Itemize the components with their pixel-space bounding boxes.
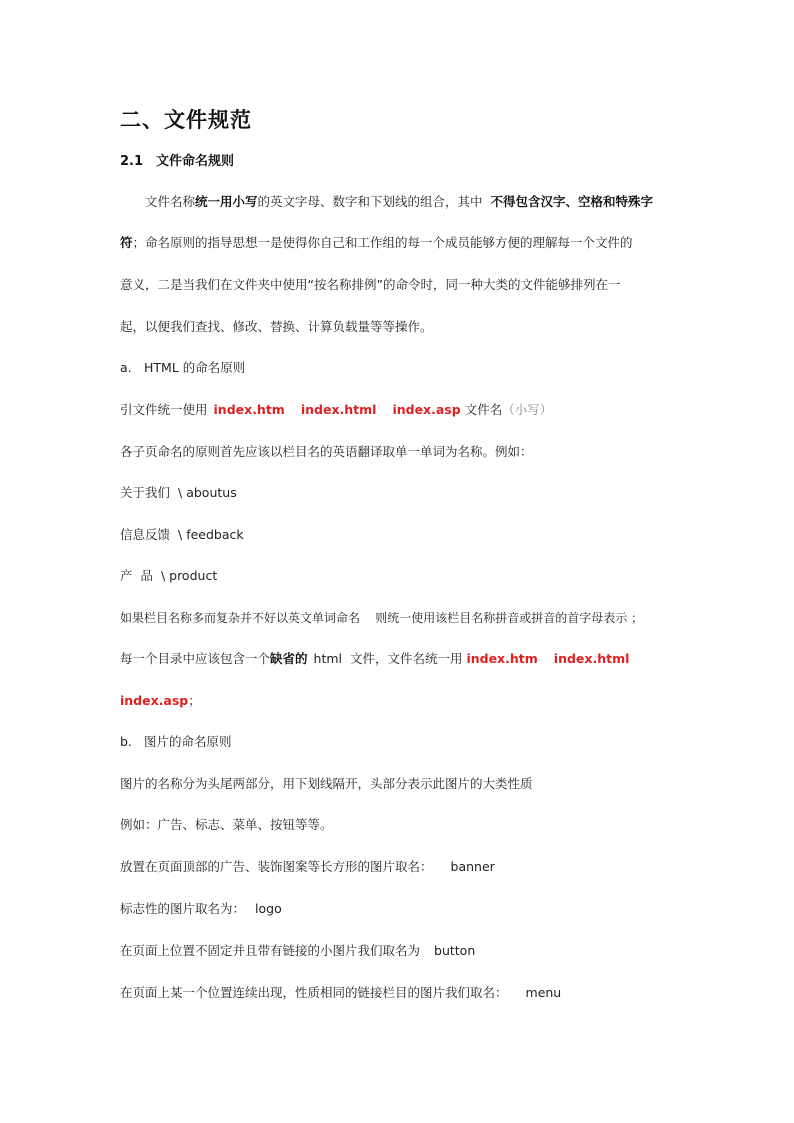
dir-rule-emphasis: 缺省的 <box>270 651 308 666</box>
image-rule-line <box>120 857 495 877</box>
index-prefix: 引文件统一使用 <box>120 402 208 417</box>
intro-line-1 <box>145 192 653 212</box>
section-number: 2.1 <box>120 154 144 169</box>
part-b-heading <box>120 732 232 752</box>
intro-text: 文件名称 <box>145 194 196 209</box>
image-rule-text: 在页面上某一个位置连续出现，性质相同的链接栏目的图片我们取名： <box>120 985 508 1000</box>
example-path: \ feedback <box>178 527 244 542</box>
intro-emphasis: 统一用小写 <box>195 194 258 209</box>
part-b-letter: b. <box>120 734 132 749</box>
example-row <box>120 525 244 545</box>
dir-file-name: index.html <box>553 651 630 666</box>
image-name-value: menu <box>525 985 562 1000</box>
part-a-letter: a. <box>120 360 132 375</box>
image-rule-text: 放置在页面顶部的广告、装饰图案等长方形的图片取名： <box>120 859 433 874</box>
intro-text: ；命名原则的指导思想一是使得你自己和工作组的每一个成员能够方便的理解每一个文件的 <box>132 235 633 250</box>
image-rule-line <box>120 815 333 835</box>
intro-emphasis: 不得包含汉字、空格和特殊字 <box>490 194 654 209</box>
image-rule-line <box>120 941 475 961</box>
index-file-name: index.html <box>300 402 377 417</box>
image-rule-line <box>120 983 561 1003</box>
part-a-title: HTML 的命名原则 <box>144 360 246 375</box>
intro-text: 的英文字母、数字和下划线的组合，其中 <box>257 194 483 209</box>
intro-line-4: 起，以便我们查找、修改、替换、计算负载量等等操作。 <box>120 319 433 334</box>
part-b-title: 图片的命名原则 <box>144 734 232 749</box>
image-name-value: banner <box>450 859 495 874</box>
dir-rule-line <box>120 649 629 669</box>
index-file-name: index.asp <box>392 402 461 417</box>
index-file-name: index.htm <box>213 402 285 417</box>
dir-file-name: index.asp <box>120 693 189 708</box>
section-heading <box>120 150 234 169</box>
intro-line-2 <box>120 233 633 253</box>
intro-line-3: 意义，二是当我们在文件夹中使用“按名称排例”的命令时，同一种大类的文件能够排列在一 <box>120 277 621 292</box>
section-title: 文件命名规则 <box>156 154 235 169</box>
part-a-heading <box>120 358 245 378</box>
example-path: \ aboutus <box>178 485 237 500</box>
image-rule-line <box>120 774 533 794</box>
example-row <box>120 483 237 503</box>
pinyin-rule: 如果栏目名称多而复杂并不好以英文单词命名 则统一使用该栏目名称拼音或拼音的首字母表示 ； <box>120 611 644 625</box>
example-name: 产 品 <box>120 568 153 583</box>
index-file-line <box>120 400 552 420</box>
example-path: \ product <box>160 568 218 583</box>
index-note: （小写） <box>502 402 553 417</box>
image-rule-text: 图片的名称分为头尾两部分，用下划线隔开，头部分表示此图片的大类性质 <box>120 776 533 791</box>
dir-rule-text: html 文件，文件名统一用 <box>313 651 463 666</box>
example-name: 关于我们 <box>120 485 171 500</box>
image-rule-text: 例如：广告、标志、菜单、按钮等等。 <box>120 817 333 832</box>
subpage-rule: 各子页命名的原则首先应该以栏目名的英语翻译取单一单词为名称。例如： <box>120 444 533 459</box>
dir-rule-end: ； <box>188 693 201 708</box>
index-suffix: 文件名 <box>464 402 503 417</box>
example-name: 信息反馈 <box>120 527 171 542</box>
image-name-value: logo <box>255 901 282 916</box>
dir-rule-text: 每一个目录中应该包含一个 <box>120 651 271 666</box>
image-rule-text: 标志性的图片取名为： <box>120 901 246 916</box>
image-rule-text: 在页面上位置不固定并且带有链接的小图片我们取名为 <box>120 943 421 958</box>
dir-file-name: index.htm <box>466 651 538 666</box>
dir-rule-line-2 <box>120 691 201 711</box>
image-rule-line <box>120 899 282 919</box>
chapter-heading: 二、文件规范 <box>120 108 252 132</box>
intro-emphasis: 符 <box>120 235 133 250</box>
example-row <box>120 566 217 586</box>
image-name-value: button <box>434 943 476 958</box>
